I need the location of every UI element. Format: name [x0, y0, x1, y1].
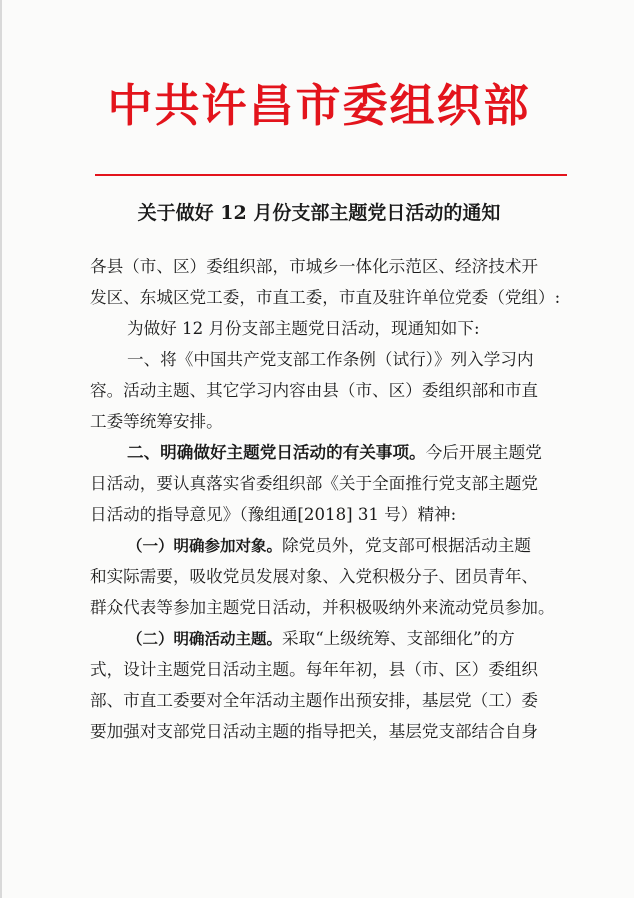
- body-line: 群众代表等参加主题党日活动，并积极吸纳外来流动党员参加。: [90, 598, 555, 617]
- body-text: 采取“上级统筹、支部细化”的方: [282, 629, 515, 648]
- body-line: [90, 623, 560, 654]
- subsection-heading: （一）明确参加对象。: [127, 537, 283, 555]
- body-line: 日活动的指导意见》（豫组通[2018] 31 号）精神:: [90, 505, 457, 524]
- body-line: 各县（市、区）委组织部，市城乡一体化示范区、经济技术开: [90, 257, 539, 276]
- body-line: 发区、东城区党工委，市直工委，市直及驻许单位党委（党组）:: [90, 288, 560, 307]
- body-line: 一、将《中国共产党支部工作条例（试行）》列入学习内: [127, 350, 534, 369]
- body-line: 容。活动主题、其它学习内容由县（市、区）委组织部和市直: [90, 381, 539, 400]
- body-line: 为做好 12 月份支部主题党日活动，现通知如下:: [127, 319, 480, 338]
- body-text: 除党员外，党支部可根据活动主题: [282, 536, 531, 555]
- body-line: 工委等统筹安排。: [90, 412, 223, 431]
- body-line: [90, 437, 560, 468]
- document-body: [90, 251, 560, 747]
- body-line: 部、市直工委要对全年活动主题作出预安排，基层党（工）委: [90, 691, 539, 710]
- body-line: [90, 530, 560, 561]
- body-line: 要加强对支部党日活动主题的指导把关，基层党支部结合自身: [90, 722, 539, 741]
- body-line: 和实际需要，吸收党员发展对象、入党积极分子、团员青年、: [90, 567, 539, 586]
- org-header: 中共许昌市委组织部: [107, 79, 531, 132]
- subsection-heading: （二）明确活动主题。: [127, 630, 283, 648]
- document-title: 关于做好 12 月份支部主题党日活动的通知: [137, 202, 501, 224]
- body-line: 式，设计主题党日活动主题。每年年初，县（市、区）委组织: [90, 660, 539, 679]
- body-line: 日活动，要认真落实省委组织部《关于全面推行党支部主题党: [90, 474, 539, 493]
- body-text: 今后开展主题党: [425, 443, 542, 462]
- red-divider-line: [95, 174, 567, 176]
- section-heading: 二、明确做好主题党日活动的有关事项。: [127, 442, 426, 462]
